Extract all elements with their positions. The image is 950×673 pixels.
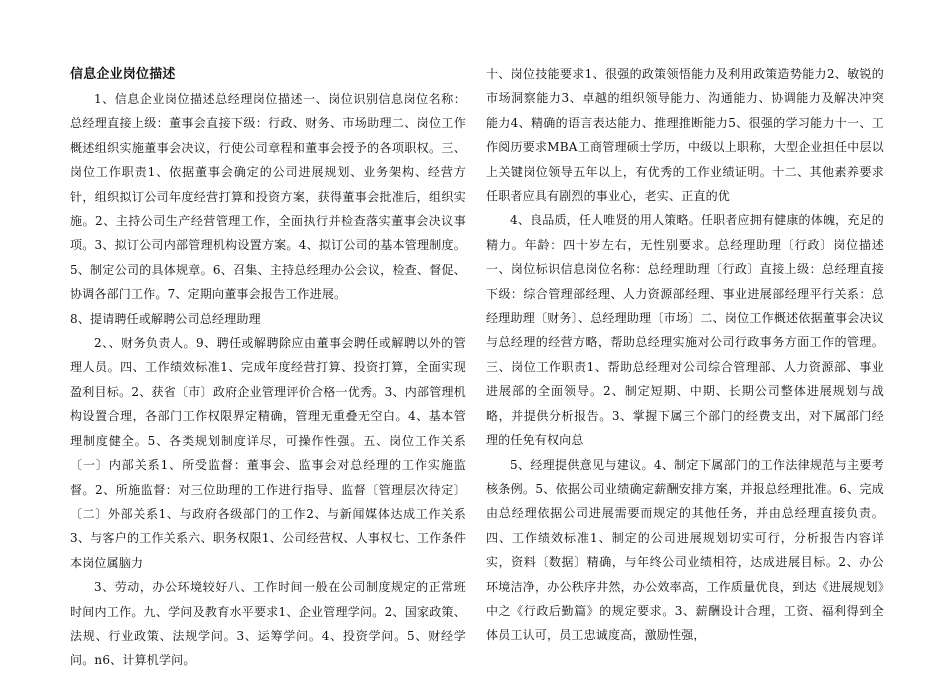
paragraph-skill-requirements: 十、岗位技能要求1、很强的政策领悟能力及利用政策造势能力2、敏锐的市场洞察能力3、卓越的组织领导能力、沟通能力、协调能力及解决冲突能力4、精确的语言表达能力、推理推断能力5、很强的学习能力十一、工作阅历要求MBA工商管理硕士学历，中级以上职称，大型企业担任中层以上关键岗位领导五年以上，有优秀的工作业绩证明。十二、其他素养要求 任职者应具有剧烈的事业心，老实、正直的优 bbox=[486, 67, 909, 204]
paragraph-general-manager-duties: 1、信息企业岗位描述总经理岗位描述一、岗位识别信息岗位名称：总经理直接上级：董事会直接下级：行政、财务、市场助理二、岗位工作概述组织实施董事会决议，行使公司章程和董事会授予的各项职权。三、岗位工作职责1、依据董事会确定的公司进展规划、业务架构、经营方针，组织拟订公司年度经营打算和投资方案，获得董事会批准后，组织实施。2、主持公司生产经营管理工作，全面执行并检查落实董事会决议事项。3、拟订公司内部管理机构设置方案。4、拟订公司的基本管理制度。5、制定公司的具体规章。6、召集、主持总经理办公会议，检查、督促、协调各部门工作。7、定期向董事会报告工作进展。 bbox=[70, 92, 466, 302]
left-column bbox=[70, 62, 466, 673]
paragraph-work-conditions: 3、劳动，办公环境较好八、工作时间一般在公司制度规定的正常班时间内工作。九、学问及教育水平要求1、企业管理学问。2、国家政策、法规、行业政策、法规学问。3、运筹学问。4、投资学问。5、财经学问。n6、计算机学问。 bbox=[70, 580, 466, 668]
right-column bbox=[486, 62, 909, 648]
paragraph-appoint-assistants: 8、提请聘任或解聘公司总经理助理 bbox=[70, 311, 261, 326]
paragraph-admin-assistant-standards: 5、经理提供意见与建议。4、制定下属部门的工作法律规范与主要考核条例。5、依据公司业绩确定薪酬安排方案，并报总经理批准。6、完成由总经理依据公司进展需要而规定的其他任务，并由总经理直接负责。四、工作绩效标准1、制定的公司进展规划切实可行，分析报告内容详实，资料〔数据〕精确，与年终公司业绩相符，达成进展目标。2、办公环境洁净，办公秩序井然，办公效率高，工作质量优良，到达《进展规划》中之《行政后勤篇》的规定要求。3、薪酬设计合理，工资、福利得到全体员工认可，员工忠诚度高，激励性强， bbox=[486, 457, 884, 643]
paragraph-performance-relations: 2、、财务负责人。9、聘任或解聘除应由董事会聘任或解聘以外的管理人员。四、工作绩效标准1、完成年度经营打算、投资打算，全面实现盈利目标。2、获省〔市〕政府企业管理评价合格一优秀。3、内部管理机构设置合理，各部门工作权限界定精确，管理无重叠无空白。4、基本管理制度健全。5、各类规划制度详尽，可操作性强。五、岗位工作关系〔一〕内部关系1、所受监督：董事会、监事会对总经理的工作实施监督。2、所施监督：对三位助理的工作进行指导、监督〔管理层次待定〕〔二〕外部关系1、与政府各级部门的工作2、与新闻媒体达成工作关系3、与客户的工作关系六、职务权限1、公司经营权、人事权七、工作条件本岗位属脑力 bbox=[70, 336, 466, 570]
paragraph-admin-assistant-description: 4、良品质，任人唯贤的用人策略。任职者应拥有健康的体魄，充足的精力。年龄：四十岁左右，无性别要求。总经理助理〔行政〕岗位描述一、岗位标识信息岗位名称：总经理助理〔行政〕直接上级：总经理直接下级：综合管理部经理、人力资源部经理、事业进展部经理平行关系：总经理助理〔财务〕、总经理助理〔市场〕二、岗位工作概述依据董事会决议与总经理的经营方略，帮助总经理实施对公司行政事务方面工作的管理。三、岗位工作职责1、帮助总经理对公司综合管理部、人力资源部、事业进展部的全面领导。2、制定短期、中期、长期公司整体进展规划与战略，并提供分析报告。3、掌握下属三个部门的经费支出，对下属部门经理的任免有权向总 bbox=[486, 213, 884, 448]
document-title: 信息企业岗位描述 bbox=[70, 67, 176, 82]
